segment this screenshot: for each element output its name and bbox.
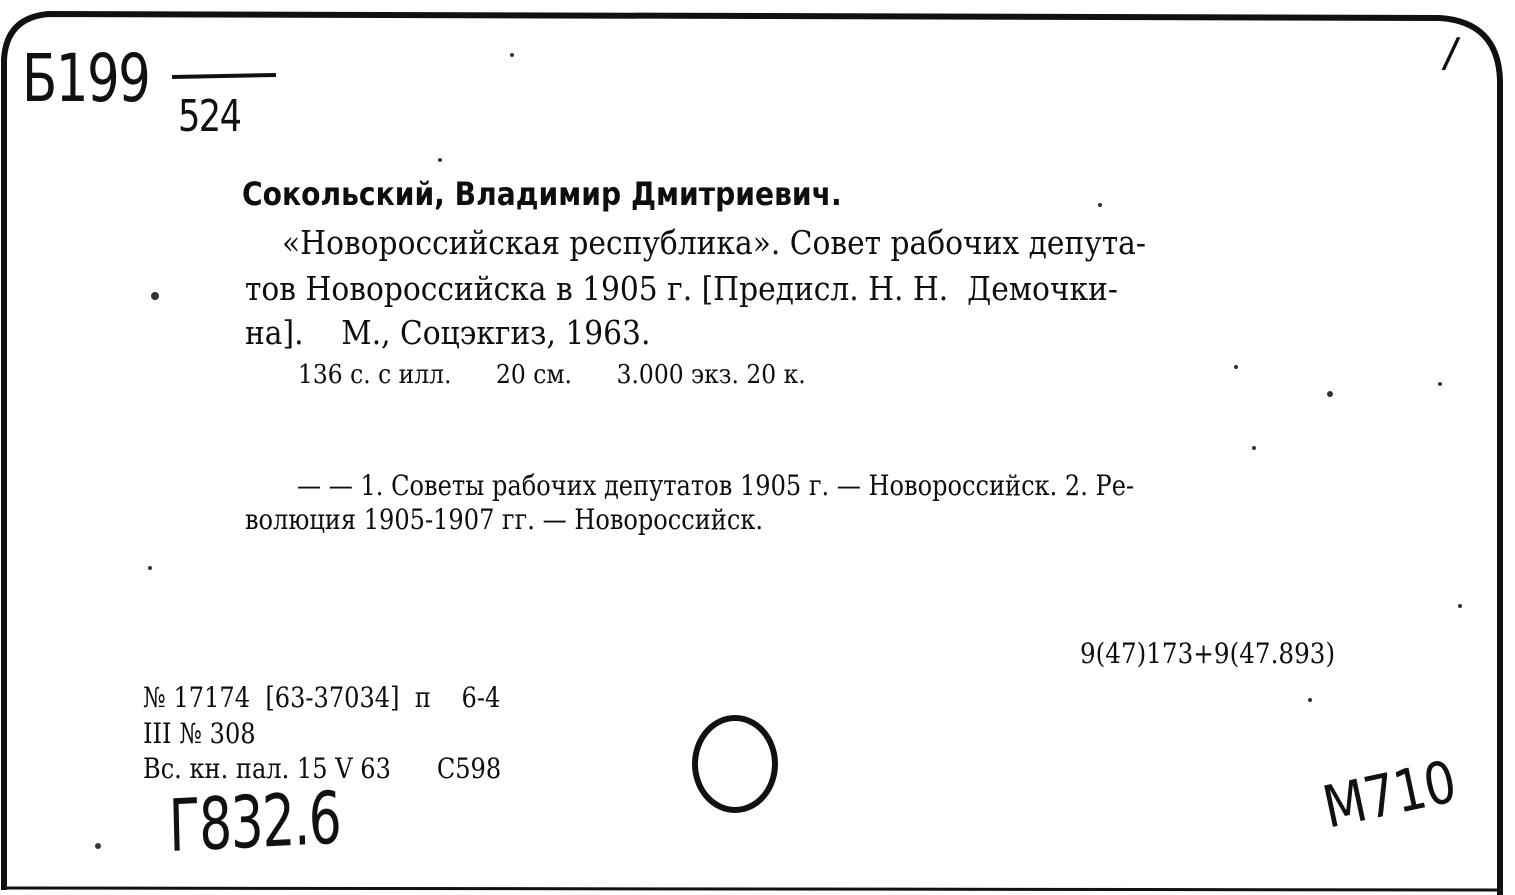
print-info-line: III № 308 — [143, 717, 256, 750]
print-info-line: Вс. кн. пал. 15 V 63 С598 — [143, 752, 502, 785]
circle-stamp-mark — [690, 712, 780, 816]
corner-mark-handwritten: / — [1440, 27, 1462, 78]
subject-headings-line: волюция 1905-1907 гг. — Новороссийск. — [245, 503, 764, 536]
classification-code: 9(47)173+9(47.893) — [1080, 637, 1336, 670]
shelf-mark-handwritten: Б199 — [22, 40, 150, 117]
title-line: тов Новороссийска в 1905 г. [Предисл. Н. Н. Демочки- — [245, 269, 1118, 308]
shelf-mark-number-handwritten: 524 — [178, 91, 241, 142]
inventory-number-handwritten: Г832.6 — [167, 775, 342, 868]
inventory-number-handwritten: M710 — [1316, 747, 1462, 842]
collation-line: 136 с. с илл. 20 см. 3.000 экз. 20 к. — [298, 360, 806, 390]
print-info-line: № 17174 [63-37034] п 6-4 — [143, 681, 501, 714]
author-heading: Сокольский, Владимир Дмитриевич. — [242, 175, 842, 213]
imprint-line: на]. М., Соцэкгиз, 1963. — [245, 313, 651, 352]
title-line: «Новороссийская республика». Совет рабочих депута- — [282, 223, 1146, 262]
subject-headings-line: — — 1. Советы рабочих депутатов 1905 г. — Новороссийск. 2. Ре- — [297, 469, 1135, 502]
